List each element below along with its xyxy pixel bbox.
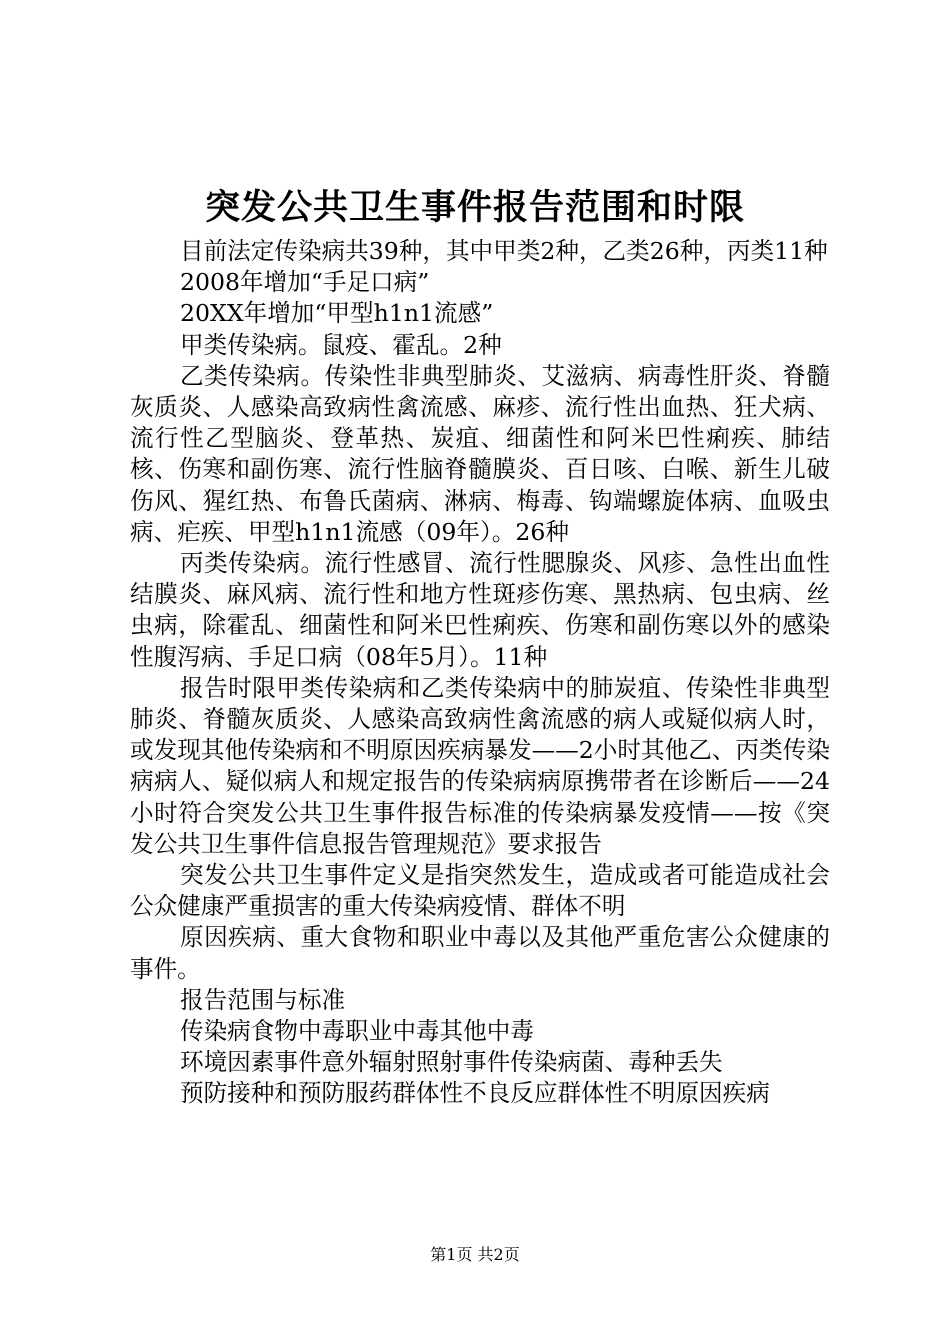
- page-title: 突发公共卫生事件报告范围和时限: [204, 187, 745, 228]
- paragraph: 甲类传染病。鼠疫、霍乱。2种: [180, 330, 502, 359]
- page-footer: 第1页 共2页: [430, 1245, 520, 1264]
- paragraph: 突发公共卫生事件定义是指突然发生，造成或者可能造成社会公众健康严重损害的重大传染病疫情、群体不明: [130, 861, 830, 921]
- document-body: [130, 236, 830, 1110]
- paragraph: 报告范围与标准: [180, 985, 346, 1014]
- paragraph: 20XX年增加“甲型h1n1流感”: [180, 299, 494, 328]
- paragraph: 目前法定传染病共39种，其中甲类2种，乙类26种，丙类11种: [180, 237, 828, 265]
- paragraph: 乙类传染病。传染性非典型肺炎、艾滋病、病毒性肝炎、脊髓灰质炎、人感染高致病性禽流感、麻疹、流行性出血热、狂犬病、流行性乙型脑炎、登革热、炭疽、细菌性和阿米巴性痢疾、肺结核、伤寒和副伤寒、流行性脑脊髓膜炎、百日咳、白喉、新生儿破伤风、猩红热、布鲁氏菌病、淋病、梅毒、钩端螺旋体病、血吸虫病、疟疾、甲型h1n1流感（09年）。26种: [130, 361, 830, 546]
- paragraph: 丙类传染病。流行性感冒、流行性腮腺炎、风疹、急性出血性结膜炎、麻风病、流行性和地方性斑疹伤寒、黑热病、包虫病、丝虫病，除霍乱、细菌性和阿米巴性痢疾、伤寒和副伤寒以外的感染性腹泻病、手足口病（08年5月）。11种: [130, 549, 830, 671]
- paragraph: 原因疾病、重大食物和职业中毒以及其他严重危害公众健康的事件。: [130, 923, 830, 983]
- paragraph: 2008年增加“手足口病”: [180, 268, 430, 297]
- paragraph: 报告时限甲类传染病和乙类传染病中的肺炭疽、传染性非典型肺炎、脊髓灰质炎、人感染高致病性禽流感的病人或疑似病人时，或发现其他传染病和不明原因疾病暴发——2小时其他乙、丙类传染病病人、疑似病人和规定报告的传染病病原携带者在诊断后——24小时符合突发公共卫生事件报告标准的传染病暴发疫情——按《突发公共卫生事件信息报告管理规范》要求报告: [130, 673, 830, 858]
- paragraph: 环境因素事件意外辐射照射事件传染病菌、毒种丢失: [180, 1048, 723, 1077]
- paragraph: 预防接种和预防服药群体性不良反应群体性不明原因疾病: [180, 1079, 770, 1108]
- paragraph: 传染病食物中毒职业中毒其他中毒: [180, 1017, 534, 1046]
